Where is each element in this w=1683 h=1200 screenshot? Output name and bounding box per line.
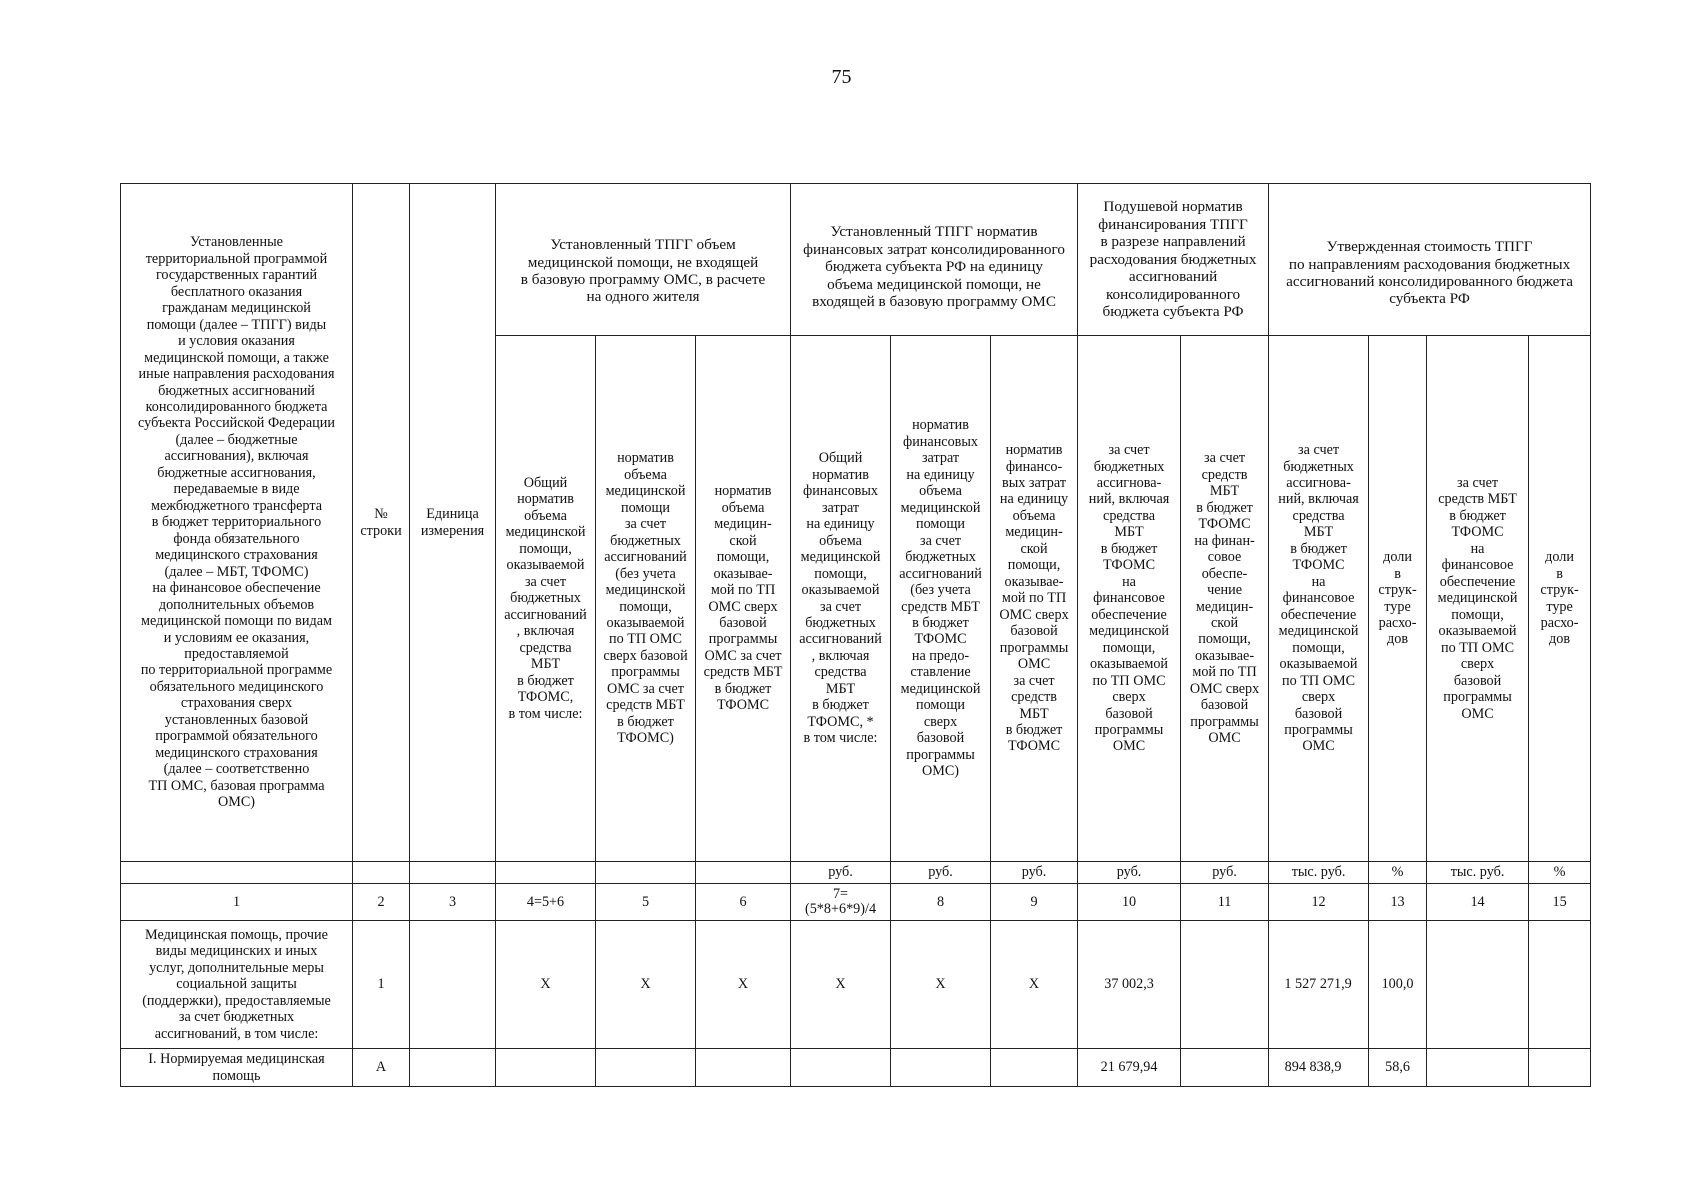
cell-col-5 (596, 1049, 696, 1087)
cell-col-10: 37 002,3 (1078, 921, 1181, 1049)
row-number: А (353, 1049, 410, 1087)
header-group-norm: Установленный ТПГГ норматив финансовых затрат консолидированного бюджета субъекта РФ на единицу объема медицинской помощи, не входящей в базовую программу ОМС (791, 184, 1078, 336)
cell-col-11 (1181, 921, 1269, 1049)
unit-cell: руб. (1181, 862, 1269, 884)
unit-cell: руб. (791, 862, 891, 884)
header-group-percapita: Подушевой норматив финансирования ТПГГ в разрезе направлений расходования бюджетных ассигнований консолидированного бюджета субъекта РФ (1078, 184, 1269, 336)
header-col-12: за счет бюджетных ассигнова- ний, включая средства МБТ в бюджет ТФОМС на финансовое обеспечение медицинской помощи, оказываемой по ТП ОМС сверх базовой программы ОМС (1269, 336, 1369, 862)
column-number: 12 (1269, 884, 1369, 921)
cell-col-14 (1427, 921, 1529, 1049)
column-number: 10 (1078, 884, 1181, 921)
units-row (121, 862, 1591, 884)
unit-cell: % (1529, 862, 1591, 884)
header-type-of-care: Установленные территориальной программой государственных гарантий бесплатного оказания гражданам медицинской помощи (далее – ТПГГ) виды и условия оказания медицинской помощи, а также иные направления расходования бюджетных ассигнований консолидированного бюджета субъекта Российской Федерации (далее – бюджетные ассигнования), включая бюджетные ассигнования, передаваемые в виде межбюджетного трансферта в бюджет территориального фонда обязательного медицинского страхования (далее – МБТ, ТФОМС) на финансовое обеспечение дополнительных объемов медицинской помощи по видам и условиям ее оказания, предоставляемой по территориальной программе обязательного медицинского страхования сверх установленных базовой программой обязательного медицинского страхования (далее – соответственно ТП ОМС, базовая программа ОМС) (121, 184, 353, 862)
column-number: 11 (1181, 884, 1269, 921)
header-col-14: за счет средств МБТ в бюджет ТФОМС на финансовое обеспечение медицинской помощи, оказываемой по ТП ОМС сверх базовой программы ОМС (1427, 336, 1529, 862)
cell-col-9 (991, 1049, 1078, 1087)
cell-col-13: 100,0 (1369, 921, 1427, 1049)
cell-col-15 (1529, 921, 1591, 1049)
header-col-8: норматив финансовых затрат на единицу объема медицинской помощи за счет бюджетных ассигнований (без учета средств МБТ в бюджет ТФОМС на предо- ставление медицинской помощи сверх базовой программы ОМС) (891, 336, 991, 862)
row-unit (410, 1049, 496, 1087)
unit-cell: руб. (891, 862, 991, 884)
financing-table (120, 183, 1591, 1087)
cell-col-5: X (596, 921, 696, 1049)
column-number: 6 (696, 884, 791, 921)
unit-cell (410, 862, 496, 884)
column-number: 2 (353, 884, 410, 921)
cell-col-7 (791, 1049, 891, 1087)
cell-col-10: 21 679,94 (1078, 1049, 1181, 1087)
cell-col-15 (1529, 1049, 1591, 1087)
cell-col-7: X (791, 921, 891, 1049)
header-col-15: доли в струк- туре расхо- дов (1529, 336, 1591, 862)
cell-col-12: 894 838,9 (1269, 1049, 1369, 1087)
cell-col-8 (891, 1049, 991, 1087)
unit-cell (353, 862, 410, 884)
unit-cell (496, 862, 596, 884)
header-col-13: доли в струк- туре расхо- дов (1369, 336, 1427, 862)
column-number: 4=5+6 (496, 884, 596, 921)
column-number: 7= (5*8+6*9)/4 (791, 884, 891, 921)
header-col-6: норматив объема медицин- ской помощи, оказывае- мой по ТП ОМС сверх базовой программы ОМС за счет средств МБТ в бюджет ТФОМС (696, 336, 791, 862)
header-group-volume: Установленный ТПГГ объем медицинской помощи, не входящей в базовую программу ОМС, в расчете на одного жителя (496, 184, 791, 336)
unit-cell: % (1369, 862, 1427, 884)
cell-col-11 (1181, 1049, 1269, 1087)
header-row-groups (121, 184, 1591, 336)
column-number: 5 (596, 884, 696, 921)
column-number: 8 (891, 884, 991, 921)
header-row-number: № строки (353, 184, 410, 862)
header-col-5: норматив объема медицинской помощи за счет бюджетных ассигнований (без учета медицинской помощи, оказываемой по ТП ОМС сверх базовой программы ОМС за счет средств МБТ в бюджет ТФОМС) (596, 336, 696, 862)
cell-col-9: X (991, 921, 1078, 1049)
table-row (121, 921, 1591, 1049)
unit-cell (121, 862, 353, 884)
column-number: 1 (121, 884, 353, 921)
column-number: 9 (991, 884, 1078, 921)
cell-col-4 (496, 1049, 596, 1087)
header-col-7: Общий норматив финансовых затрат на единицу объема медицинской помощи, оказываемой за счет бюджетных ассигнований , включая средства МБТ в бюджет ТФОМС, * в том числе: (791, 336, 891, 862)
header-unit: Единица измерения (410, 184, 496, 862)
row-label: Медицинская помощь, прочие виды медицинских и иных услуг, дополнительные меры социальной защиты (поддержки), предоставляемые за счет бюджетных ассигнований, в том числе: (121, 921, 353, 1049)
cell-col-13: 58,6 (1369, 1049, 1427, 1087)
unit-cell: тыс. руб. (1269, 862, 1369, 884)
column-number: 3 (410, 884, 496, 921)
column-number: 15 (1529, 884, 1591, 921)
cell-col-14 (1427, 1049, 1529, 1087)
cell-col-6 (696, 1049, 791, 1087)
column-numbers-row (121, 884, 1591, 921)
header-col-9: норматив финансо- вых затрат на единицу объема медицин- ской помощи, оказывае- мой по ТП ОМС сверх базовой программы ОМС за счет средств МБТ в бюджет ТФОМС (991, 336, 1078, 862)
header-col-4: Общий норматив объема медицинской помощи, оказываемой за счет бюджетных ассигнований , включая средства МБТ в бюджет ТФОМС, в том числе: (496, 336, 596, 862)
cell-col-12: 1 527 271,9 (1269, 921, 1369, 1049)
unit-cell: руб. (991, 862, 1078, 884)
header-col-11: за счет средств МБТ в бюджет ТФОМС на финан- совое обеспе- чение медицин- ской помощи, оказывае- мой по ТП ОМС сверх базовой программы ОМС (1181, 336, 1269, 862)
unit-cell (596, 862, 696, 884)
page-number: 75 (831, 66, 852, 88)
header-group-cost: Утвержденная стоимость ТПГГ по направлениям расходования бюджетных ассигнований консолидированного бюджета субъекта РФ (1269, 184, 1591, 336)
row-unit (410, 921, 496, 1049)
header-col-10: за счет бюджетных ассигнова- ний, включая средства МБТ в бюджет ТФОМС на финансовое обеспечение медицинской помощи, оказываемой по ТП ОМС сверх базовой программы ОМС (1078, 336, 1181, 862)
unit-cell: руб. (1078, 862, 1181, 884)
cell-col-6: X (696, 921, 791, 1049)
column-number: 14 (1427, 884, 1529, 921)
row-number: 1 (353, 921, 410, 1049)
row-label: I. Нормируемая медицинская помощь (121, 1049, 353, 1087)
cell-col-4: X (496, 921, 596, 1049)
cell-col-8: X (891, 921, 991, 1049)
unit-cell: тыс. руб. (1427, 862, 1529, 884)
table-row (121, 1049, 1591, 1087)
column-number: 13 (1369, 884, 1427, 921)
unit-cell (696, 862, 791, 884)
